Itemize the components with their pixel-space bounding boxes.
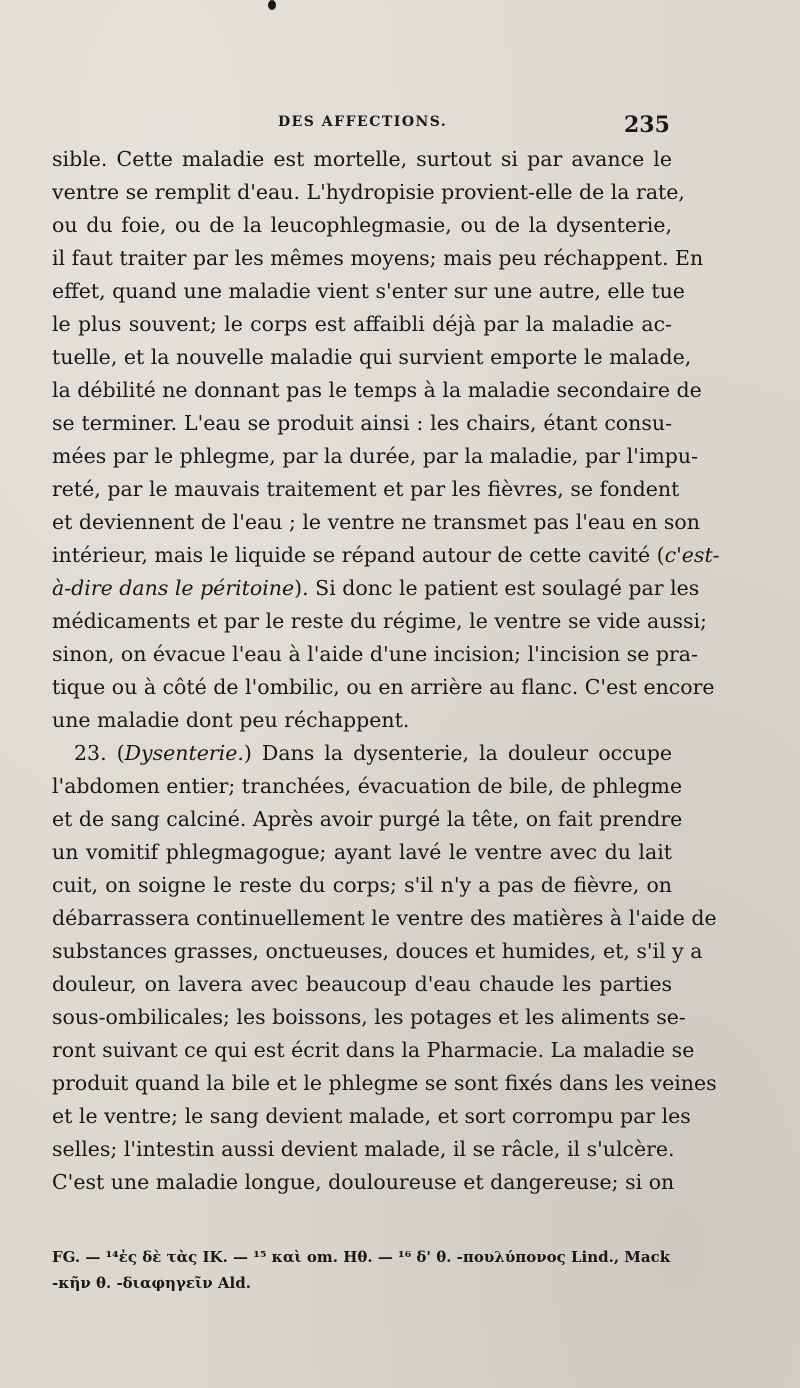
text-line: et deviennent de l'eau ; le ventre ne transmet pas l'eau en son — [52, 510, 700, 534]
footnote-line: -κῆν θ. -διαφηγεῖν Ald. — [52, 1274, 251, 1292]
text-line: effet, quand une maladie vient s'enter sur une autre, elle tue — [52, 279, 685, 303]
text-line: un vomitif phlegmagogue; ayant lavé le ventre avec du lait — [52, 840, 672, 864]
main-text — [52, 143, 720, 1199]
text-line: produit quand la bile et le phlegme se sont fixés dans les veines — [52, 1071, 717, 1095]
text-line: C'est une maladie longue, douloureuse et dangereuse; si on — [52, 1170, 675, 1194]
text-line: médicaments et par le reste du régime, le ventre se vide aussi; — [52, 609, 707, 633]
italic-segment: c'est- — [664, 543, 720, 567]
text-line: une maladie dont peu réchappent. — [52, 708, 410, 732]
text-segment: intérieur, mais le liquide se répand autour de cette cavité ( — [52, 543, 665, 567]
text-line: ventre se remplit d'eau. L'hydropisie provient-elle de la rate, — [52, 180, 685, 204]
section-title: Dysenterie. — [124, 741, 244, 765]
text-line: ou du foie, ou de la leucophlegmasie, ou de la dysenterie, — [52, 213, 672, 237]
text-line: la débilité ne donnant pas le temps à la maladie secondaire de — [52, 378, 702, 402]
text-line: sous-ombilicales; les boissons, les potages et les aliments se- — [52, 1005, 686, 1029]
text-line: le plus souvent; le corps est affaibli déjà par la maladie ac- — [52, 312, 672, 336]
text-segment: ). Si donc le patient est soulagé par les — [294, 576, 700, 600]
text-line: débarrassera continuellement le ventre des matières à l'aide de — [52, 906, 717, 930]
text-line: il faut traiter par les mêmes moyens; mais peu réchappent. En — [52, 246, 704, 270]
page-number: 235 — [624, 112, 670, 138]
text-line — [52, 539, 720, 572]
text-line: cuit, on soigne le reste du corps; s'il n'y a pas de fièvre, on — [52, 873, 672, 897]
text-line: l'abdomen entier; tranchées, évacuation de bile, de phlegme — [52, 774, 683, 798]
text-line: et le ventre; le sang devient malade, et sort corrompu par les — [52, 1104, 691, 1128]
text-line: substances grasses, onctueuses, douces et humides, et, s'il y a — [52, 939, 703, 963]
ink-speck — [268, 0, 276, 10]
text-line: douleur, on lavera avec beaucoup d'eau chaude les parties — [52, 972, 672, 996]
text-line: mées par le phlegme, par la durée, par la maladie, par l'impu- — [52, 444, 699, 468]
text-line: et de sang calciné. Après avoir purgé la tête, on fait prendre — [52, 807, 683, 831]
italic-segment: à-dire dans le péritoine — [52, 576, 295, 600]
text-line: selles; l'intestin aussi devient malade, il se râcle, il s'ulcère. — [52, 1137, 675, 1161]
text-line: sible. Cette maladie est mortelle, surtout si par avance le — [52, 147, 672, 171]
text-line: reté, par le mauvais traitement et par les fièvres, se fondent — [52, 477, 680, 501]
running-head: DES AFFECTIONS. — [278, 114, 448, 130]
text-line: tuelle, et la nouvelle maladie qui survient emporte le malade, — [52, 345, 692, 369]
section-heading-line — [52, 737, 672, 770]
text-line: ront suivant ce qui est écrit dans la Pharmacie. La maladie se — [52, 1038, 695, 1062]
text-segment: ) Dans la dysenterie, la douleur occupe — [243, 741, 672, 765]
text-line: se terminer. L'eau se produit ainsi : les chairs, étant consu- — [52, 411, 672, 435]
footnote-line: FG. — ¹⁴ἐς δὲ τὰς IK. — ¹⁵ καὶ om. Hθ. — ¹⁶ δ' θ. -πουλύπονος Lind., Mack — [52, 1248, 671, 1266]
section-number: 23. ( — [74, 741, 125, 765]
text-line: sinon, on évacue l'eau à l'aide d'une incision; l'incision se pra- — [52, 642, 698, 666]
text-line — [52, 572, 700, 605]
text-line: tique ou à côté de l'ombilic, ou en arrière au flanc. C'est encore — [52, 675, 715, 699]
footnotes — [52, 1244, 672, 1296]
